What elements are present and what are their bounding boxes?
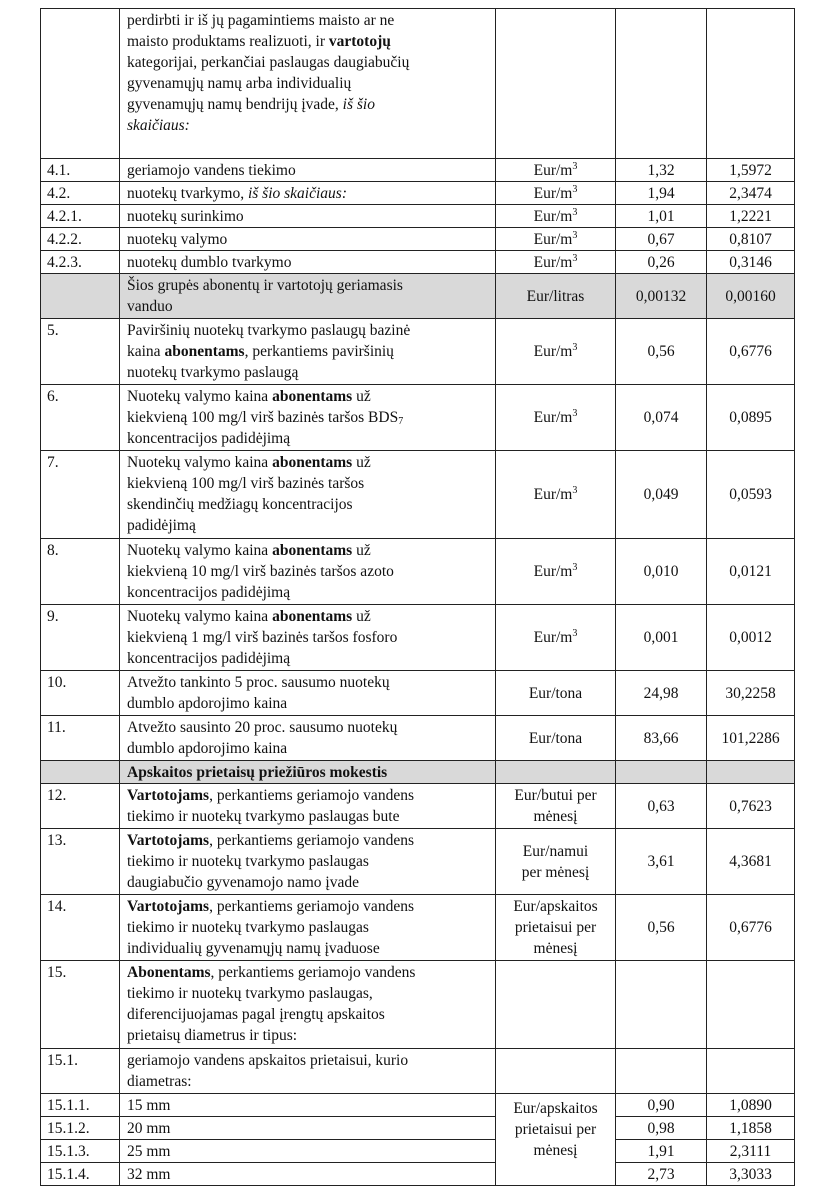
price-without-vat: 2,73 <box>616 1163 707 1186</box>
row-description: Paviršinių nuotekų tvarkymo paslaugų bazinė kaina abonentams, perkantiems paviršinių nuotekų tvarkymo paslaugą <box>120 319 496 385</box>
price-without-vat: 0,98 <box>616 1117 707 1140</box>
unit-cell: Eur/$m^3$ <box>496 205 616 228</box>
row-number: 4.2.3. <box>41 251 120 274</box>
section-title: Apskaitos prietaisų priežiūros mokestis <box>120 761 496 784</box>
tariff-table <box>40 8 795 1186</box>
price-without-vat: 0,56 <box>616 895 707 961</box>
row-number: 4.2.2. <box>41 228 120 251</box>
row-description: geriamojo vandens tiekimo <box>120 159 496 182</box>
row-number: 11. <box>41 716 120 761</box>
row-description: perdirbti ir iš jų pagamintiems maisto ar ne maisto produktams realizuoti, ir vartotojų kategorijai, perkančiai paslaugas daugiabučių gyvenamųjų namų arba individualių gyvenamųjų namų bendrijų įvade, iš šio skaičiaus: <box>120 9 496 159</box>
table-row <box>41 1140 795 1163</box>
table-row <box>41 182 795 205</box>
table-row <box>41 895 795 961</box>
table-row <box>41 451 795 539</box>
price-without-vat: 0,001 <box>616 605 707 671</box>
price-with-vat: 101,2286 <box>707 716 795 761</box>
price-with-vat: 0,0012 <box>707 605 795 671</box>
price-without-vat: 0,049 <box>616 451 707 539</box>
row-number: 15.1.4. <box>41 1163 120 1186</box>
price-with-vat: 1,2221 <box>707 205 795 228</box>
table-row-highlighted <box>41 274 795 319</box>
table-row <box>41 829 795 895</box>
unit-cell: Eur/$m^3$ <box>496 451 616 539</box>
price-without-vat: 3,61 <box>616 829 707 895</box>
row-number: 13. <box>41 829 120 895</box>
row-description: Abonentams, perkantiems geriamojo vandens tiekimo ir nuotekų tvarkymo paslaugas, diferencijuojamas pagal įrengtų apskaitos prietaisų diametrus ir tipus: <box>120 961 496 1049</box>
unit-cell: Eur/tona <box>496 671 616 716</box>
row-description: Nuotekų valymo kaina abonentams už kiekvieną 1 mg/l virš bazinės taršos fosforo koncentracijos padidėjimą <box>120 605 496 671</box>
table-row <box>41 605 795 671</box>
row-description: nuotekų dumblo tvarkymo <box>120 251 496 274</box>
table-row <box>41 716 795 761</box>
table-row <box>41 1117 795 1140</box>
row-number: 12. <box>41 784 120 829</box>
table-row <box>41 251 795 274</box>
unit-cell: Eur/$m^3$ <box>496 159 616 182</box>
price-with-vat: 4,3681 <box>707 829 795 895</box>
price-with-vat: 1,0890 <box>707 1094 795 1117</box>
price-without-vat: 0,26 <box>616 251 707 274</box>
row-number: 4.2.1. <box>41 205 120 228</box>
price-with-vat: 2,3111 <box>707 1140 795 1163</box>
price-without-vat: 24,98 <box>616 671 707 716</box>
unit-cell: Eur/tona <box>496 716 616 761</box>
row-number: 9. <box>41 605 120 671</box>
row-number: 4.2. <box>41 182 120 205</box>
table-row <box>41 1049 795 1094</box>
unit-cell: Eur/namui per mėnesį <box>496 829 616 895</box>
row-description: Atvežto sausinto 20 proc. sausumo nuotekų dumblo apdorojimo kaina <box>120 716 496 761</box>
price-without-vat: 0,010 <box>616 539 707 605</box>
row-number: 15.1.2. <box>41 1117 120 1140</box>
price-without-vat: 0,63 <box>616 784 707 829</box>
price-with-vat: 0,0895 <box>707 385 795 451</box>
row-description: 20 mm <box>120 1117 496 1140</box>
unit-cell: Eur/$m^3$ <box>496 605 616 671</box>
row-description: Nuotekų valymo kaina abonentams už kiekvieną 100 mg/l virš bazinės taršos skendinčių medžiagų koncentracijos padidėjimą <box>120 451 496 539</box>
price-with-vat: 1,5972 <box>707 159 795 182</box>
unit-cell: Eur/$m^3$ <box>496 228 616 251</box>
row-description: 15 mm <box>120 1094 496 1117</box>
row-number: 14. <box>41 895 120 961</box>
price-without-vat: 1,94 <box>616 182 707 205</box>
price-without-vat: 0,074 <box>616 385 707 451</box>
table-row <box>41 1163 795 1186</box>
unit-cell: Eur/$m^3$ <box>496 182 616 205</box>
price-without-vat: 1,01 <box>616 205 707 228</box>
price-with-vat: 0,0121 <box>707 539 795 605</box>
row-number: 5. <box>41 319 120 385</box>
row-number: 10. <box>41 671 120 716</box>
row-description: nuotekų tvarkymo, iš šio skaičiaus: <box>120 182 496 205</box>
price-without-vat: 0,67 <box>616 228 707 251</box>
table-row <box>41 9 795 159</box>
price-without-vat: 0,00132 <box>616 274 707 319</box>
table-row <box>41 205 795 228</box>
price-with-vat: 0,6776 <box>707 319 795 385</box>
table-row <box>41 1094 795 1117</box>
price-without-vat: 0,90 <box>616 1094 707 1117</box>
price-with-vat: 0,7623 <box>707 784 795 829</box>
unit-cell: Eur/butui per mėnesį <box>496 784 616 829</box>
row-number: 15.1.3. <box>41 1140 120 1163</box>
table-row <box>41 784 795 829</box>
price-with-vat: 30,2258 <box>707 671 795 716</box>
row-number: 8. <box>41 539 120 605</box>
price-with-vat: 3,3033 <box>707 1163 795 1186</box>
row-number: 4.1. <box>41 159 120 182</box>
row-description: Vartotojams, perkantiems geriamojo vandens tiekimo ir nuotekų tvarkymo paslaugas daugiabučio gyvenamojo namo įvade <box>120 829 496 895</box>
table-row <box>41 319 795 385</box>
row-number: 15.1.1. <box>41 1094 120 1117</box>
row-description: nuotekų surinkimo <box>120 205 496 228</box>
price-with-vat: 0,3146 <box>707 251 795 274</box>
row-description: Vartotojams, perkantiems geriamojo vandens tiekimo ir nuotekų tvarkymo paslaugas individualių gyvenamųjų namų įvaduose <box>120 895 496 961</box>
row-description: Vartotojams, perkantiems geriamojo vandens tiekimo ir nuotekų tvarkymo paslaugas bute <box>120 784 496 829</box>
row-description: 32 mm <box>120 1163 496 1186</box>
price-with-vat: 0,6776 <box>707 895 795 961</box>
row-description: Nuotekų valymo kaina abonentams už kiekvieną 10 mg/l virš bazinės taršos azoto koncentracijos padidėjimą <box>120 539 496 605</box>
section-header-row <box>41 761 795 784</box>
row-description: Nuotekų valymo kaina abonentams už kiekvieną 100 mg/l virš bazinės taršos $BDS_7$ koncentracijos padidėjimą <box>120 385 496 451</box>
table-row <box>41 539 795 605</box>
price-with-vat: 0,8107 <box>707 228 795 251</box>
row-description: geriamojo vandens apskaitos prietaisui, kurio diametras: <box>120 1049 496 1094</box>
price-without-vat: 0,56 <box>616 319 707 385</box>
price-without-vat: 1,91 <box>616 1140 707 1163</box>
table-row <box>41 671 795 716</box>
row-number: 6. <box>41 385 120 451</box>
row-number: 15. <box>41 961 120 1049</box>
price-without-vat: 1,32 <box>616 159 707 182</box>
row-description: 25 mm <box>120 1140 496 1163</box>
table-row <box>41 961 795 1049</box>
row-description: nuotekų valymo <box>120 228 496 251</box>
row-number: 15.1. <box>41 1049 120 1094</box>
unit-cell: Eur/$m^3$ <box>496 319 616 385</box>
table-row <box>41 385 795 451</box>
price-without-vat: 83,66 <box>616 716 707 761</box>
table-row <box>41 159 795 182</box>
unit-cell: Eur/$m^3$ <box>496 385 616 451</box>
unit-cell: Eur/litras <box>496 274 616 319</box>
row-description: Šios grupės abonentų ir vartotojų geriamasis vanduo <box>120 274 496 319</box>
unit-cell: Eur/apskaitos prietaisui per mėnesį <box>496 895 616 961</box>
unit-cell: Eur/$m^3$ <box>496 539 616 605</box>
price-with-vat: 0,0593 <box>707 451 795 539</box>
price-with-vat: 1,1858 <box>707 1117 795 1140</box>
unit-cell: Eur/apskaitos prietaisui per mėnesį <box>496 1094 616 1186</box>
row-description: Atvežto tankinto 5 proc. sausumo nuotekų dumblo apdorojimo kaina <box>120 671 496 716</box>
price-with-vat: 2,3474 <box>707 182 795 205</box>
price-with-vat: 0,00160 <box>707 274 795 319</box>
table-row <box>41 228 795 251</box>
unit-cell: Eur/$m^3$ <box>496 251 616 274</box>
row-number: 7. <box>41 451 120 539</box>
